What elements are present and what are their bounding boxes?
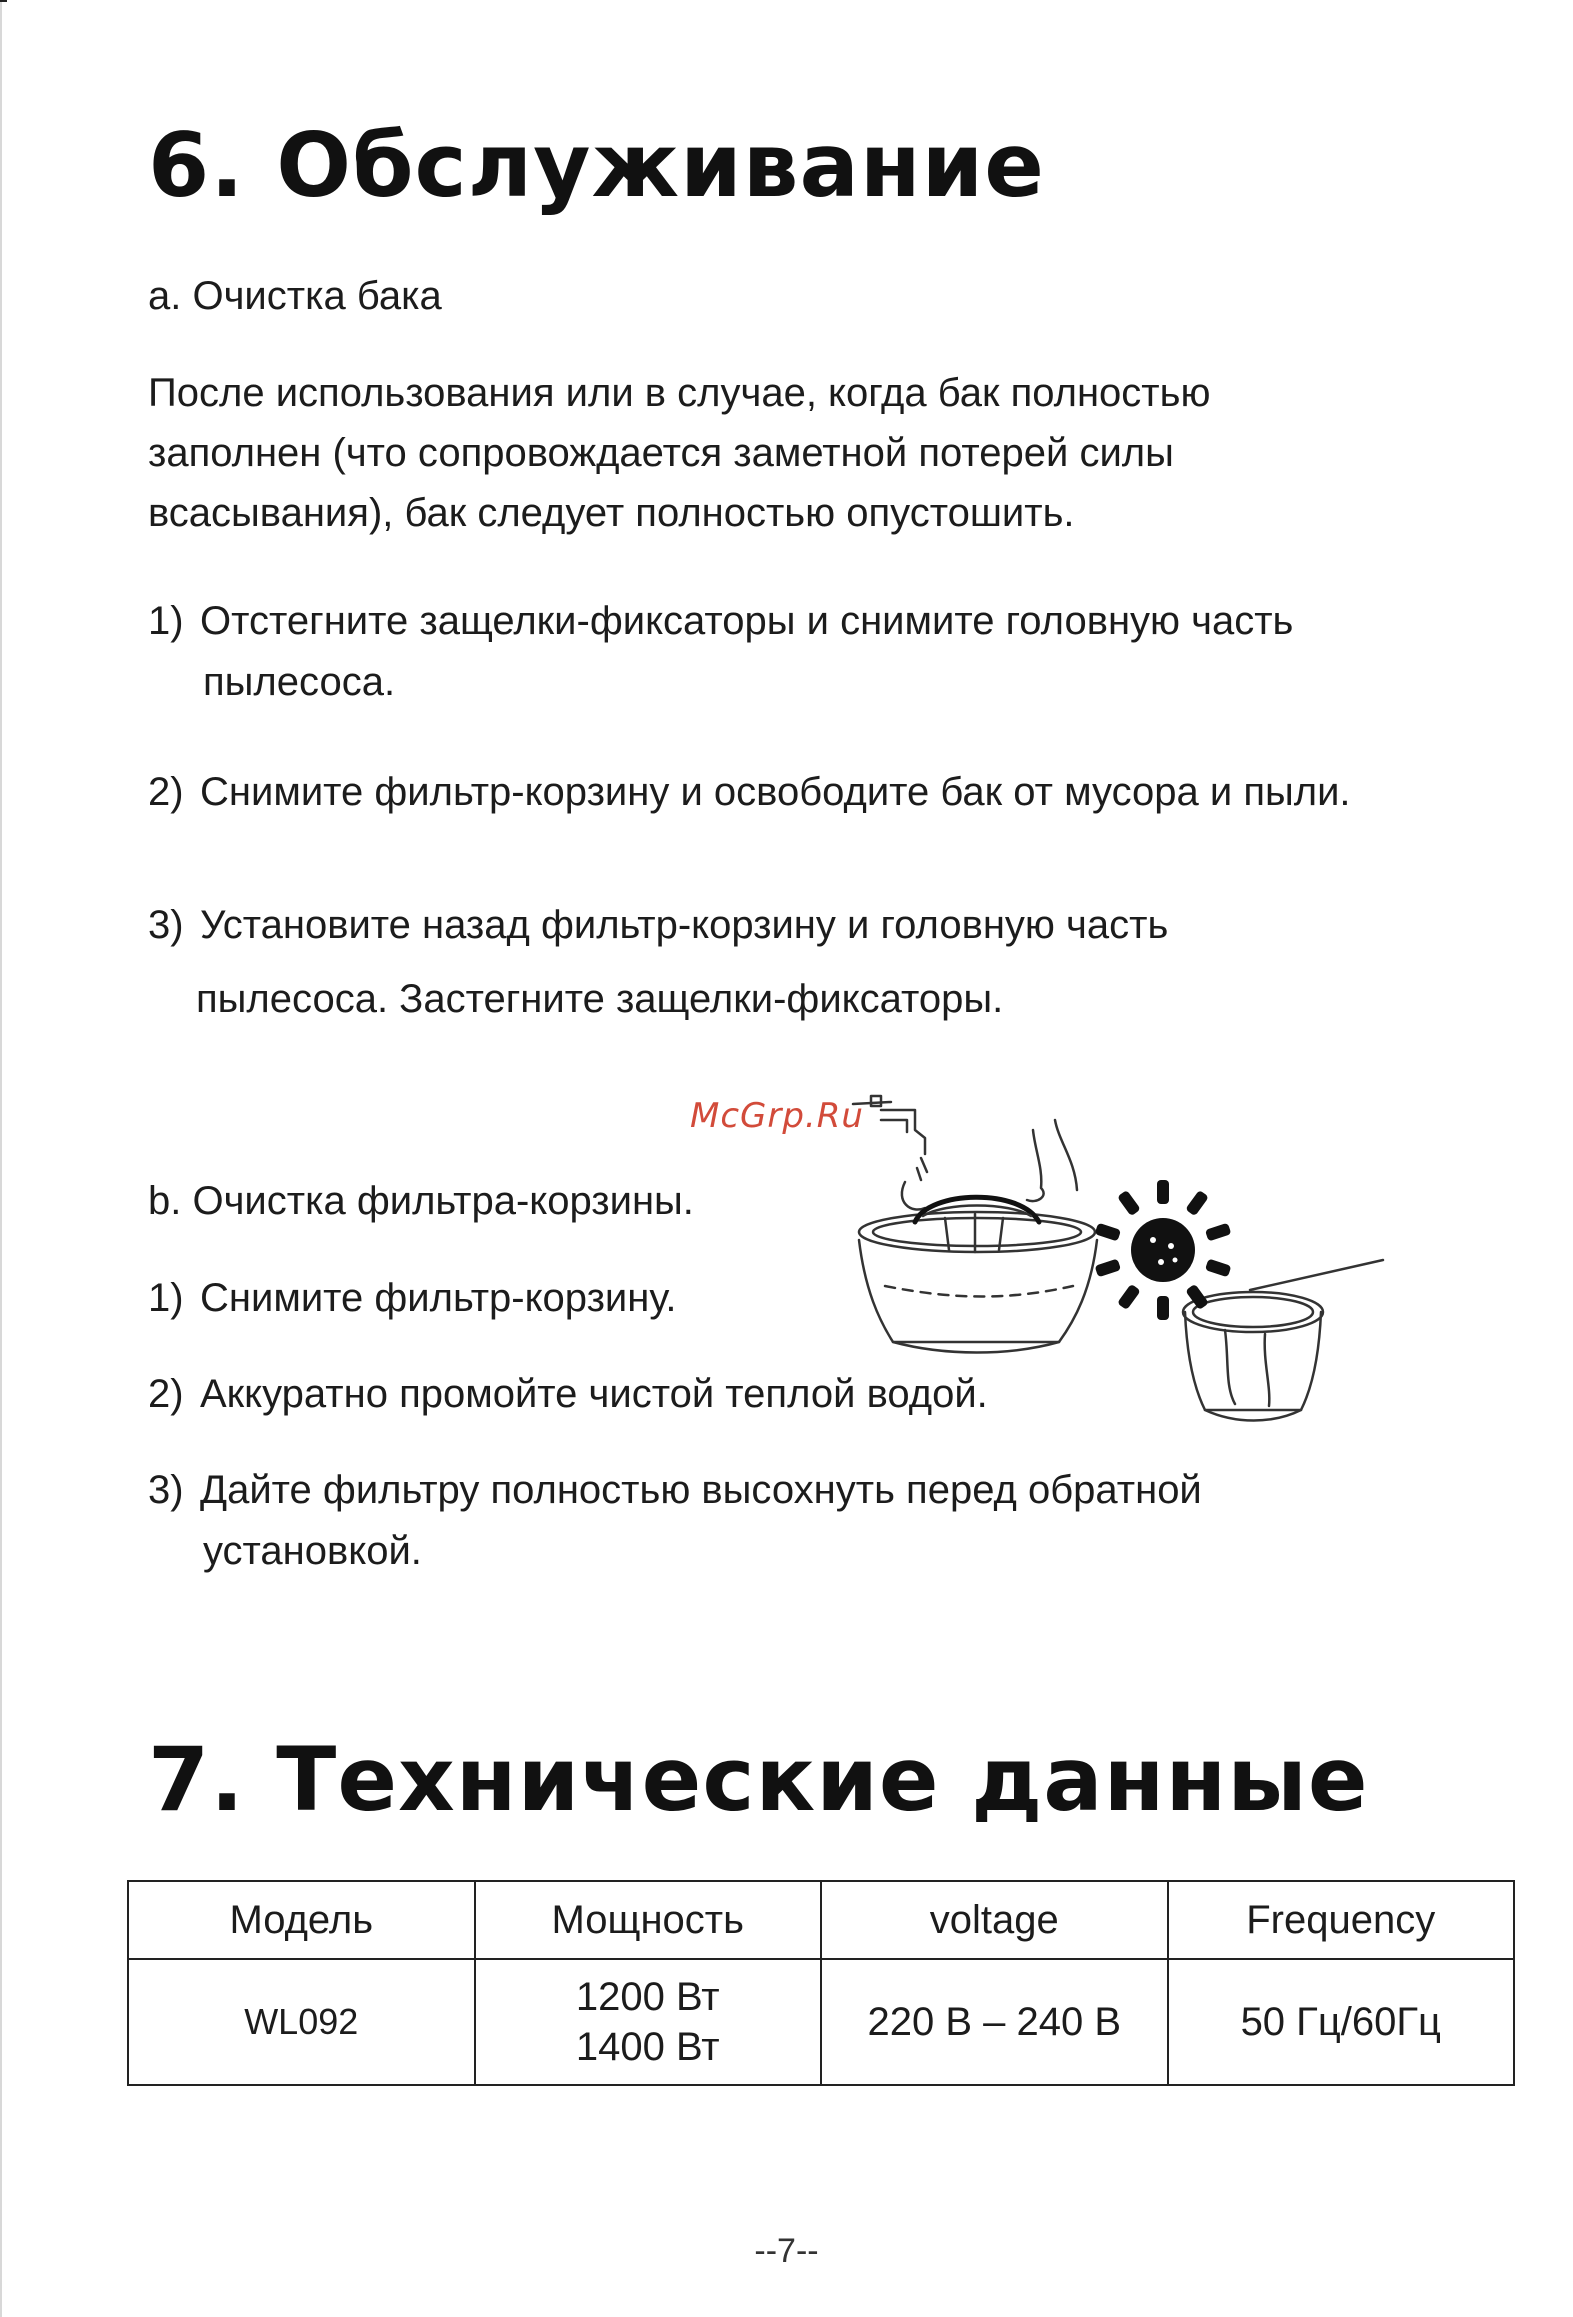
step-text: Аккуратно промойте чистой теплой водой. [200,1372,988,1416]
step-number: 2) [148,770,184,814]
cell-power [475,1959,822,2085]
intro-line-1: После использования или в случае, когда бак полностью [148,371,1211,415]
cell-frequency: 50 Гц/60Гц [1168,1959,1515,2085]
section-7-title: 7. Технические данные [148,1728,1369,1831]
header-voltage: voltage [821,1881,1168,1959]
step-text: Снимите фильтр-корзину и освободите бак от мусора и пыли. [200,770,1351,814]
watermark: McGrp.Ru [690,1096,864,1136]
page-number: --7-- [754,2232,819,2270]
table-header-row [128,1881,1514,1959]
intro-line-3: всасывания), бак следует полностью опустошить. [148,491,1075,535]
power-value-2: 1400 Вт [575,2025,720,2069]
specs-table [127,1880,1515,2086]
header-frequency: Frequency [1168,1881,1515,1959]
step-number: 3) [148,903,184,947]
sun-icon [1095,1180,1232,1320]
step-number: 3) [148,1468,184,1512]
step-number: 1) [148,1276,184,1320]
header-power: Мощность [475,1881,822,1959]
step-text: Отстегните защелки-фиксаторы и снимите головную часть [200,599,1294,643]
step-text: Снимите фильтр-корзину. [200,1276,677,1320]
header-model: Модель [128,1881,475,1959]
step-text: Дайте фильтру полностью высохнуть перед обратной [200,1468,1202,1512]
cell-voltage: 220 В – 240 В [821,1959,1168,2085]
scan-mark [0,0,7,2]
step-number: 1) [148,599,184,643]
power-value-1: 1200 Вт [575,1975,720,2019]
step-text-cont: пылесоса. [203,660,396,704]
step-text: Установите назад фильтр-корзину и головную часть [200,903,1169,947]
intro-line-2: заполнен (что сопровождается заметной потерей силы [148,431,1174,475]
subsection-b-title: b. Очистка фильтра-корзины. [148,1179,694,1223]
step-text-cont: установкой. [203,1529,422,1573]
step-text-cont: пылесоса. Застегните защелки-фиксаторы. [196,977,1004,1021]
subsection-a-title: a. Очистка бака [148,274,442,318]
table-row [128,1959,1514,2085]
scan-edge [0,0,2,2317]
cell-model: WL092 [128,1959,475,2085]
step-number: 2) [148,1372,184,1416]
section-6-title: 6. Обслуживание [148,114,1045,217]
